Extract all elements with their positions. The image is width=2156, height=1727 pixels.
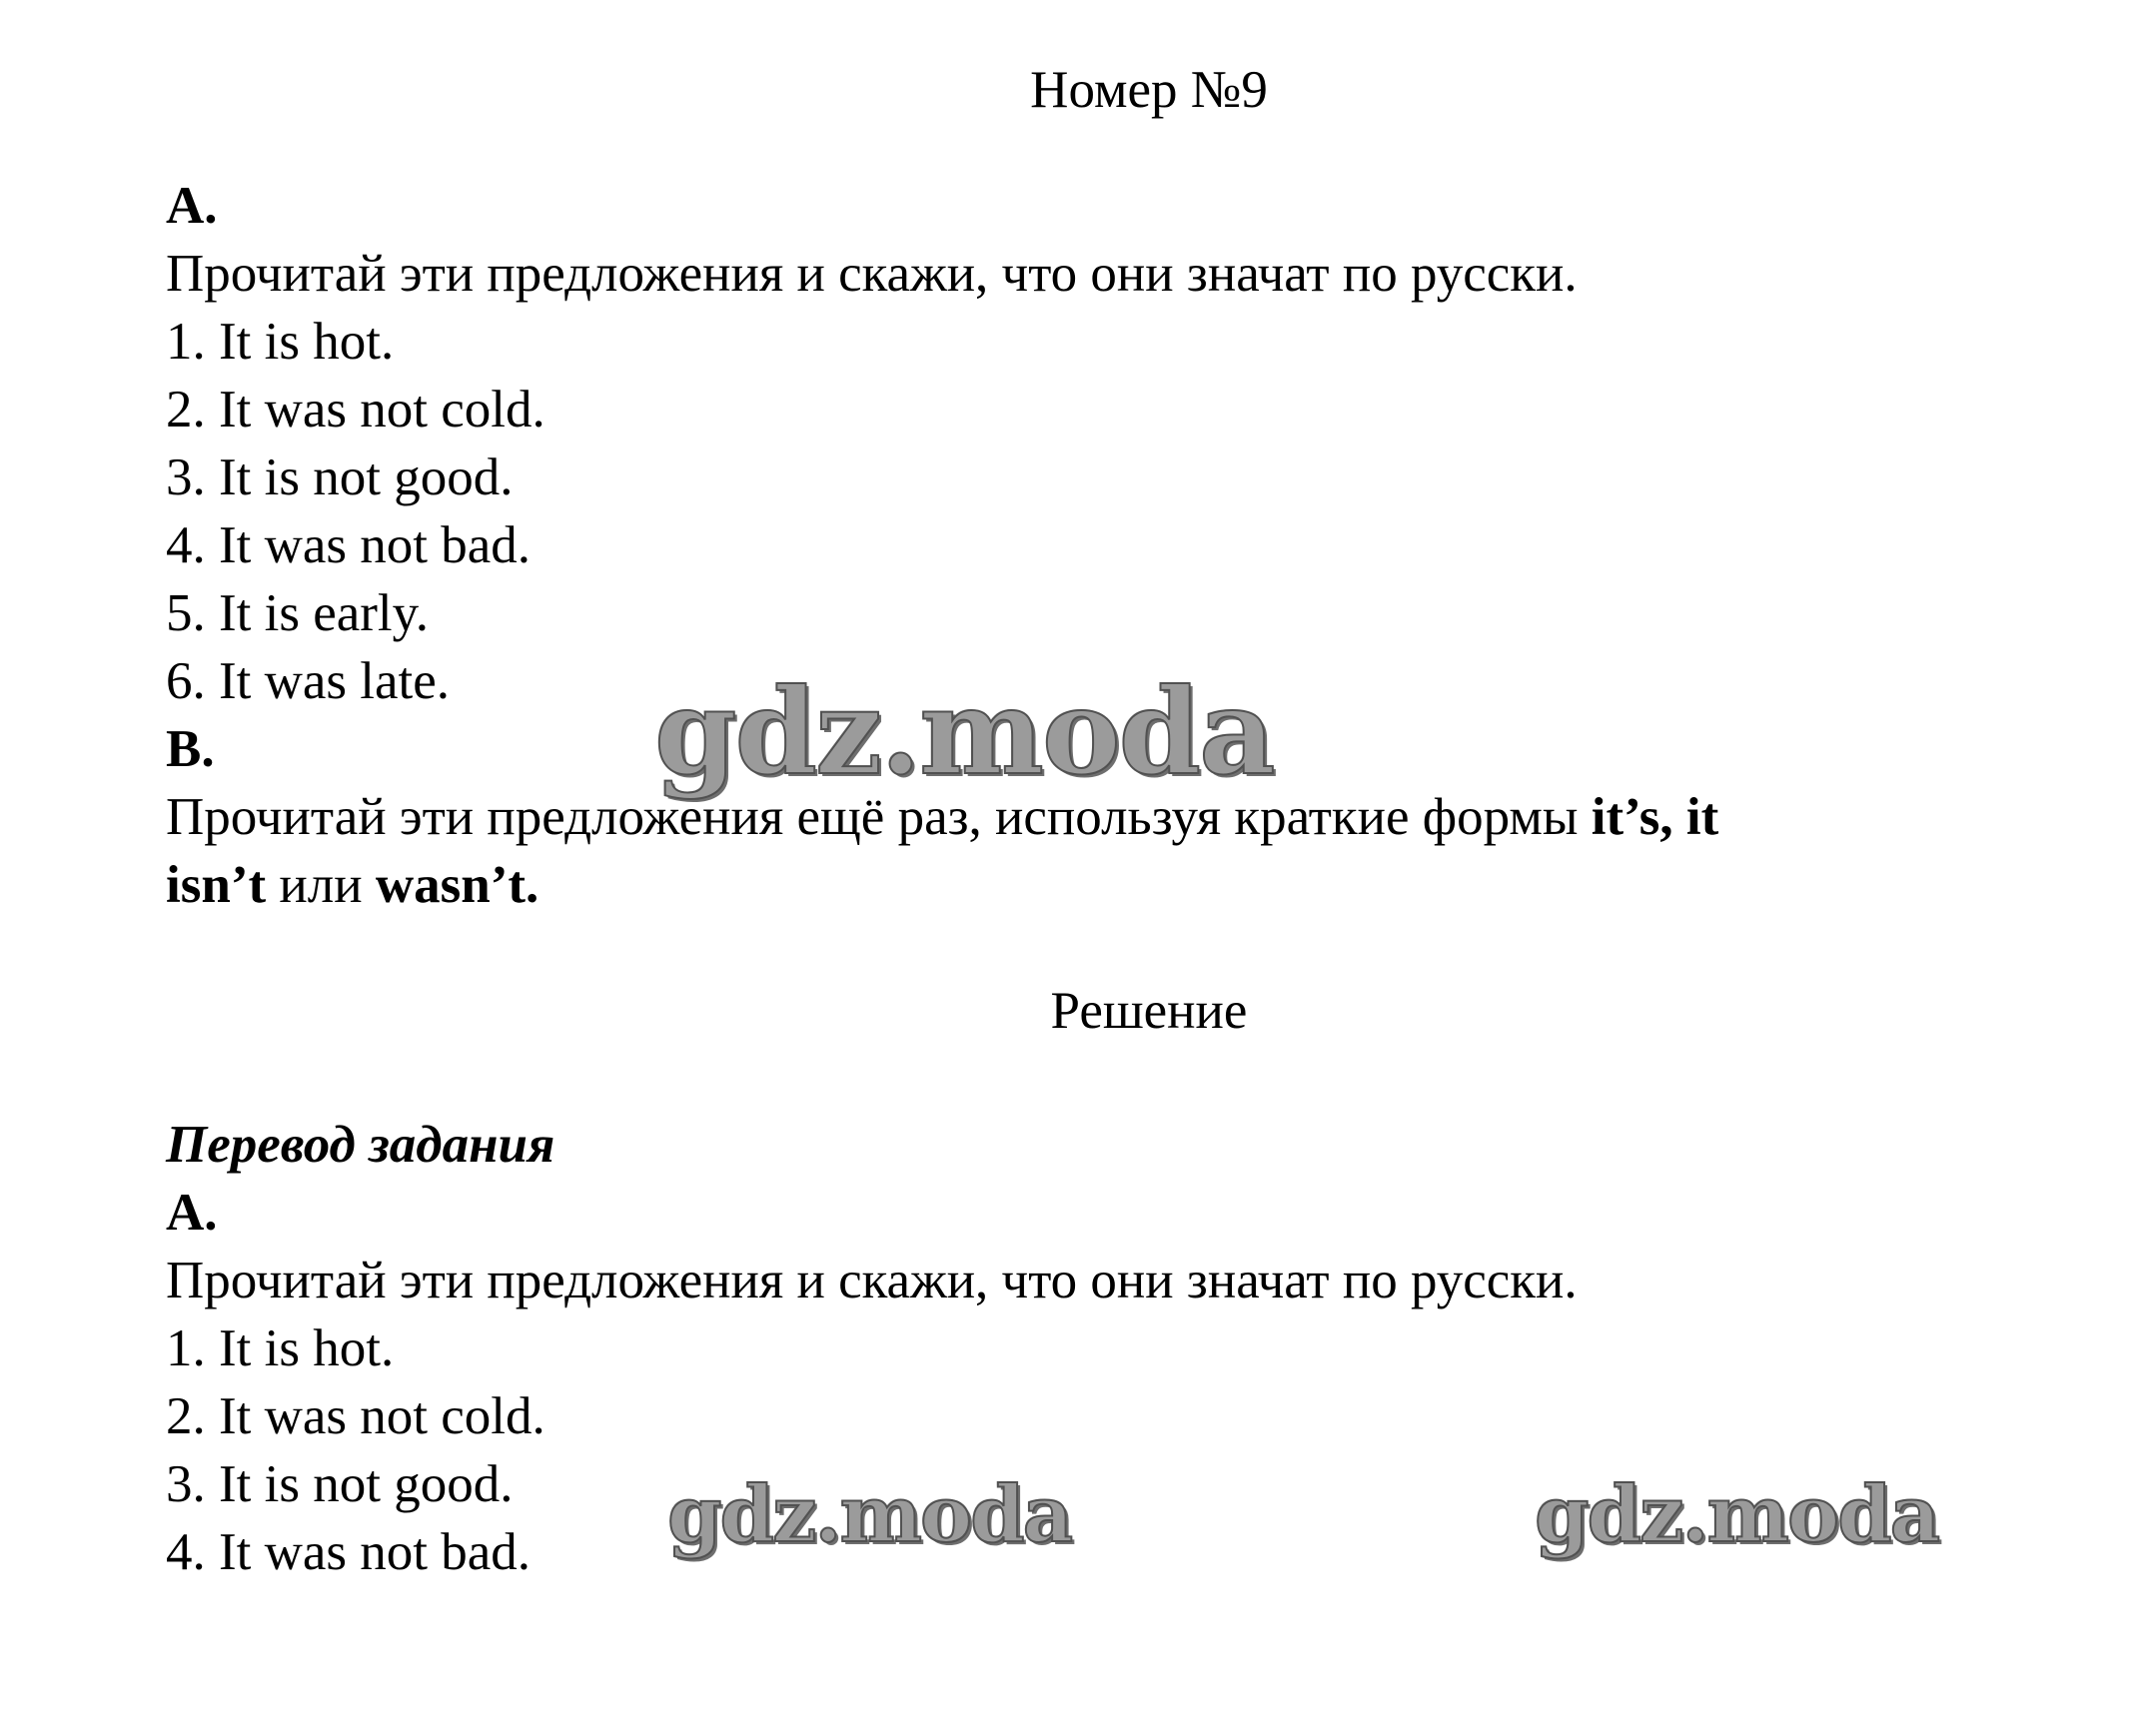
solution-part-a-instruction: Прочитай эти предложения и скажи, что они значат по русски.	[166, 1252, 1578, 1309]
task-part-b-forms-3: wasn’t.	[375, 856, 539, 914]
solution-heading: Решение	[1050, 982, 1248, 1040]
translation-heading: Перевод задания	[166, 1116, 555, 1174]
task-sentence: 4. It was not bad.	[166, 516, 532, 574]
task-part-b-or: или	[266, 856, 376, 914]
task-part-a-label: A.	[166, 177, 218, 235]
task-sentence: 6. It was late.	[166, 652, 451, 710]
task-sentence: 3. It is not good.	[166, 448, 514, 506]
task-sentence: 2. It was not cold.	[166, 381, 545, 438]
solution-sentence: 4. It was not bad.	[166, 1523, 532, 1581]
task-sentence: 1. It is hot.	[166, 313, 395, 371]
watermark-logo: gdz.moda	[1535, 1469, 1939, 1560]
page-title: Номер №9	[1030, 61, 1268, 119]
watermark-logo: gdz.moda	[667, 1469, 1072, 1560]
task-part-b-instruction-cont	[166, 851, 539, 919]
solution-sentence: 1. It is hot.	[166, 1319, 395, 1377]
task-part-b-forms-1: it’s, it	[1591, 788, 1719, 846]
solution-sentence: 2. It was not cold.	[166, 1387, 545, 1445]
task-sentence: 5. It is early.	[166, 584, 429, 642]
task-part-b-forms-2: isn’t	[166, 856, 267, 914]
watermark-logo: gdz.moda	[654, 662, 1274, 801]
task-part-b-text: Прочитай эти предложения ещё раз, используя краткие формы	[166, 788, 1592, 846]
task-part-a-instruction: Прочитай эти предложения и скажи, что они значат по русски.	[166, 245, 1578, 303]
solution-sentence: 3. It is not good.	[166, 1455, 514, 1513]
task-part-b-label: B.	[166, 720, 215, 778]
solution-part-a-label: A.	[166, 1184, 218, 1242]
